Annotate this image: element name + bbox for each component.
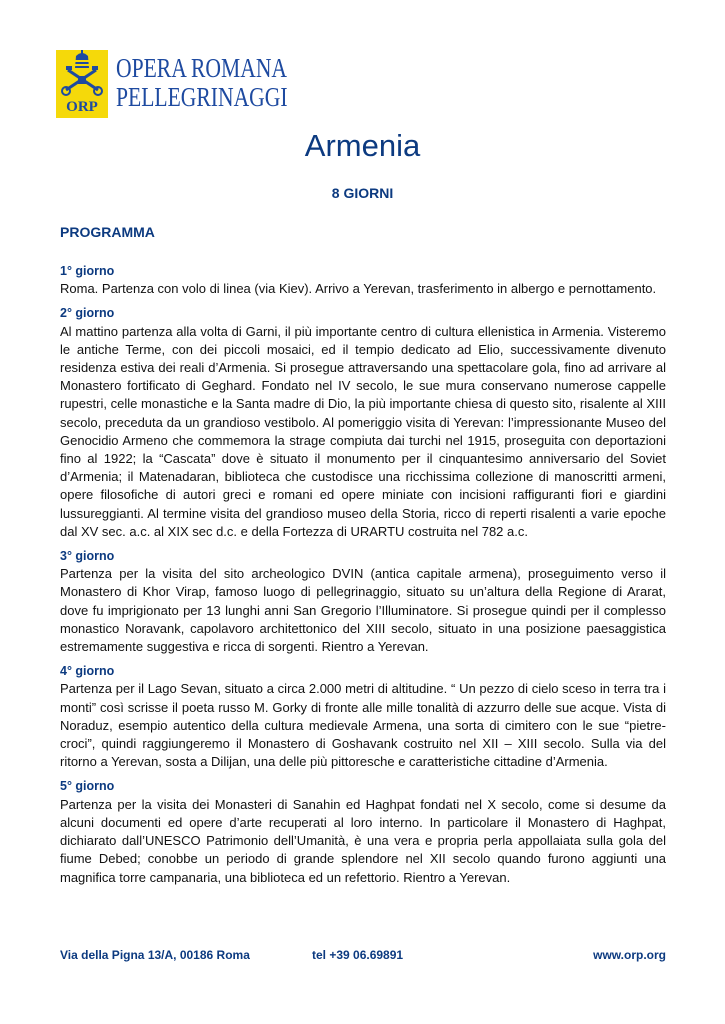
footer-website-link[interactable]: www.orp.org bbox=[593, 948, 666, 962]
day-5 bbox=[60, 777, 666, 886]
day-4 bbox=[60, 662, 666, 771]
logo-line-2: PELLEGRINAGGI bbox=[116, 82, 288, 112]
itinerary bbox=[60, 262, 666, 893]
logo-mark: ORP bbox=[66, 99, 98, 115]
day-text: Partenza per la visita dei Monasteri di Sanahin ed Haghpat fondati nel X secolo, come si desume da alcuni documenti ed opere d’arte recuperati al loro interno. In particolare il Monastero di Haghpat, dichiarato dall’UNESCO Patrimonio dell’Umanità, è una vera e propria perla appollaiata sulla gola del fiume Debed; conobbe un periodo di grande splendore nel XII secolo quando furono aggiunti una magnifica torre campanaria, una biblioteca ed un refettorio. Rientro a Yerevan. bbox=[60, 796, 666, 885]
logo-line-1: OPERA ROMANA bbox=[116, 53, 288, 83]
page-subtitle: 8 GIORNI bbox=[331, 185, 394, 201]
day-3 bbox=[60, 547, 666, 656]
page-title: Armenia bbox=[304, 128, 421, 163]
day-text: Partenza per la visita del sito archeologico DVIN (antica capitale armena), proseguimento verso il Monastero di Khor Virap, famoso luogo di pellegrinaggio, situato su un’altura della Regione di Ararat, dove fu imprigionato per 13 lunghi anni San Gregorio l’Illuminatore. Si prosegue quindi per il complesso monastico Noravank, capolavoro architettonico del XIII secolo, situato in una posizione paesaggistica estremamente suggestiva e ricca di sorgenti. Rientro a Yerevan. bbox=[60, 566, 666, 655]
day-title: 1° giorno bbox=[60, 264, 115, 278]
section-heading: PROGRAMMA bbox=[60, 224, 155, 240]
day-title: 5° giorno bbox=[60, 779, 115, 794]
day-title: 3° giorno bbox=[60, 549, 115, 564]
day-2 bbox=[60, 304, 666, 541]
day-title: 4° giorno bbox=[60, 664, 115, 679]
day-text: Al mattino partenza alla volta di Garni, il più importante centro di cultura ellenistica in Armenia. Visteremo le antiche Terme, con dei piccoli mosaici, ed il tempio dedicato ad Elio, successivamente divenuto residenza estiva dei reali d’Armenia. Si prosegue attraversando una spettacolare gola, fino ad arrivare al Monastero fortificato di Geghard. Fondato nel IV secolo, le sue mura conservano numerose cappelle rupestri, celle monastiche e la Santa madre di Dio, la più importante chiesa di questo sito, risalente al XIII secolo, preceduta da un grandioso vestibolo. Al pomeriggio visita di Yerevan: l’impressionante Museo del Genocidio Armeno che commemora la strage compiuta dai turchi nel 1915, proseguita con deportazioni fino al 1922; la “Cascata” dove è situato il monumento per il cinquantesimo anniversario del Soviet d’Armenia; il Matenadaran, biblioteca che custodisce una ricchissima collezione di manoscritti armeni, opere filosofiche di autori greci e romani ed opere miniate con incisioni raffiguranti fiori e giardini lussureggianti. Al termine visita del grandioso museo della Storia, ricco di reperti risalenti a varie epoche dal XV sec. a.c. al XIX sec d.c. e della Fortezza di URARTU costruita nel 782 a.c. bbox=[60, 323, 666, 539]
footer-address: Via della Pigna 13/A, 00186 Roma bbox=[60, 948, 250, 962]
day-1 bbox=[60, 262, 666, 298]
day-title: 2° giorno bbox=[60, 306, 115, 321]
footer-phone[interactable]: tel +39 06.69891 bbox=[312, 948, 404, 962]
logo-text bbox=[116, 54, 288, 112]
day-text: Roma. Partenza con volo di linea (via Kiev). Arrivo a Yerevan, trasferimento in albergo e pernottamento. bbox=[60, 281, 657, 297]
orp-logo bbox=[56, 50, 288, 122]
logo-emblem bbox=[56, 50, 108, 118]
papal-keys-emblem-icon bbox=[56, 50, 108, 98]
day-text: Partenza per il Lago Sevan, situato a circa 2.000 metri di altitudine. “ Un pezzo di cielo sceso in terra tra i monti” così scrisse il poeta russo M. Gorky di fronte alle mille tonalità di azzurro delle sue acque. Vista di Noraduz, esempio autentico della cultura medievale Armena, una sorta di cimitero con le sue “pietre-croci”, quindi raggiungeremo il Monastero di Goshavank costruito nel XII – XIII secolo. Sulla via del ritorno a Yerevan, sosta a Dilijan, una delle più pittoresche e caratteristiche cittadine d’Armenia. bbox=[60, 681, 666, 770]
